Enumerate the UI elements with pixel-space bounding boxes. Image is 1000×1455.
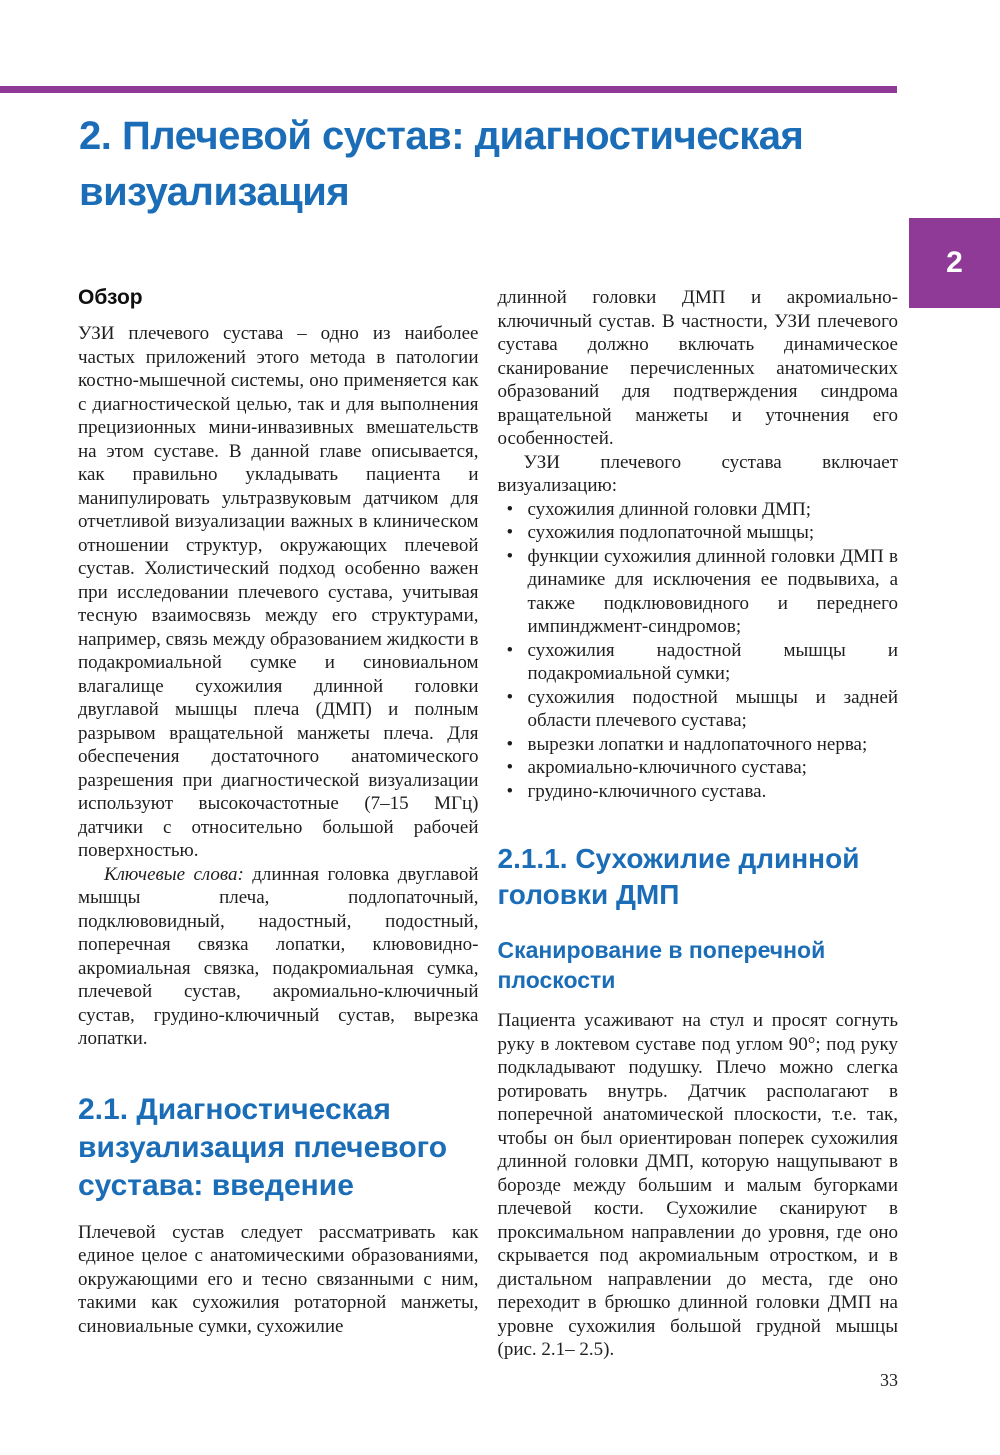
transverse-scanning-heading: Сканирование в поперечной плоскости: [497, 937, 826, 993]
list-item: • функции сухожилия длинной головки ДМП в динамике для исключения ее подвывиха, а также подклювовидного и переднего импинджмент-синдромов;: [498, 545, 899, 639]
keywords-text: длинная головка двуглавой мышцы плеча, подлопаточный, подклювовидный, надостный, подостный, поперечная связка лопатки, клювовидно-акромиальная связка, подакромиальная сумка, плечевой сустав, акромиально-ключичный сустав, грудино-ключичный сустав, вырезка лопатки.: [78, 863, 479, 1049]
continuation-paragraph: длинной головки ДМП и акромиально-ключичный сустав. В частности, УЗИ плечевого сустава должно включать динамическое сканирование перечисленных анатомических образований для подтверждения синдрома вращательной манжеты и уточнения его особенностей.: [497, 287, 898, 449]
list-item: • акромиально-ключичного сустава;: [498, 756, 899, 780]
list-item: • сухожилия подостной мышцы и задней области плечевого сустава;: [498, 686, 899, 733]
content-columns: [78, 286, 898, 1362]
list-item: • грудино-ключичного сустава.: [498, 780, 899, 804]
intro-paragraph: УЗИ плечевого сустава – одно из наиболее частых приложений этого метода в патологии костно-мышечной системы, оно применяется как с диагностической целью, так и для выполнения прецизионных мини-инвазивных вмешательств на этом суставе. В данной главе описывается, как правильно укладывать пациента и манипулировать ультразвуковым датчиком для отчетливой визуализации важных в клиническом отношении структур, окружающих плечевой сустав. Холистический подход особенно важен при исследовании плечевого сустава, учитывая тесную взаимосвязь между его структурами, например, связь между образованием жидкости в подакромиальной сумке и синовиальном влагалище сухожилия длинной головки двуглавой мышцы плеча (ДМП) и полным разрывом вращательной манжеты плеча. Для обеспечения достаточного анатомического разрешения при диагностической визуализации используют высокочастотные (7–15 МГц) датчики с относительно большой рабочей поверхностью.: [78, 323, 479, 861]
page-number: 33: [880, 1370, 898, 1390]
right-column: [498, 286, 899, 1362]
keywords-label: Ключевые слова:: [104, 863, 244, 885]
list-item: • сухожилия подлопаточной мышцы;: [498, 521, 899, 545]
transverse-scanning-paragraph: Пациента усаживают на стул и просят согнуть руку в локтевом суставе под углом 90°; под руку подкладывают подушку. Плечо можно слегка ротировать внутрь. Датчик располагают в поперечной анатомической плоскости, т.е. так, чтобы он был ориентирован поперек сухожилия длинной головки ДМП, которую нащупывают в борозде между большим и малым бугорками плечевой кости. Сухожилие сканируют в проксимальном направлении до уровня, где оно скрывается под акромиальным отростком, и в дистальном направлении до места, где оно переходит в брюшко длинной головки ДМП на уровне сухожилия большой грудной мышцы (рис. 2.1– 2.5).: [497, 1010, 898, 1360]
list-intro-paragraph: УЗИ плечевого сустава включает визуализацию:: [497, 451, 898, 496]
section-2-1-heading: 2.1. Диагностическая визуализация плечевого сустава: введение: [78, 1092, 448, 1202]
left-column: [78, 286, 479, 1362]
chapter-tab: [909, 218, 1000, 308]
list-item: • сухожилия надостной мышцы и подакромиальной сумки;: [498, 639, 899, 686]
chapter-tab-number: 2: [946, 246, 963, 279]
chapter-accent-bar: [0, 86, 897, 93]
overview-heading: Обзор: [78, 286, 143, 309]
visualization-list: [498, 498, 899, 804]
list-item: • вырезки лопатки и надлопаточного нерва;: [498, 733, 899, 757]
section-2-1-1-heading: 2.1.1. Сухожилие длинной головки ДМП: [497, 843, 860, 910]
page-title: 2. Плечевой сустав: диагностическая визуализация: [79, 114, 804, 214]
list-item: • сухожилия длинной головки ДМП;: [498, 498, 899, 522]
section-2-1-intro-paragraph: Плечевой сустав следует рассматривать как единое целое с анатомическими образованиями, окружающими его и тесно связанными с ним, такими как сухожилия ротаторной манжеты, синовиальные сумки, сухожилие: [78, 1221, 479, 1337]
keywords-paragraph: [78, 863, 479, 1051]
